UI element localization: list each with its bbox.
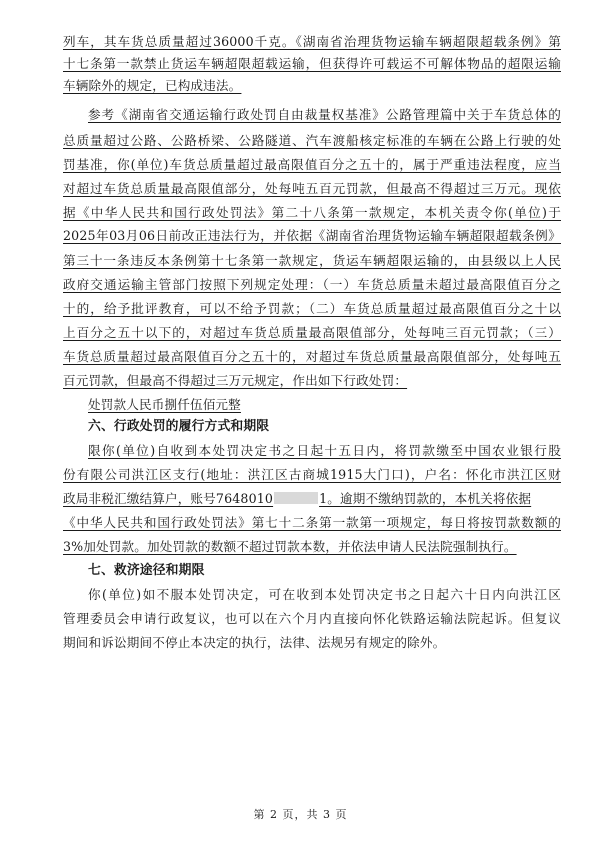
body-line: 份有限公司洪江区支行(地址：洪江区古商城1915大门口)，户名：怀化市洪江区财 <box>63 467 561 482</box>
account-line <box>63 490 561 508</box>
body-line: 政府交通运输主管部门按照下列规定处理：（一）车货总质量未超过最高限值百分之 <box>63 277 561 292</box>
body-line: 十的，给予批评教育，可以不给予罚款；（二）车货总质量超过最高限值百分之十以 <box>63 301 561 316</box>
page-number-footer: 第 2 页，共 3 页 <box>253 808 348 821</box>
body-line: 2025年03月06日前改正违法行为，并依据《湖南省治理货物运输车辆超限超载条例》 <box>63 228 561 243</box>
body-line: 罚基准，你(单位)车货总质量超过最高限值百分之五十的，属于严重违法程度，应当 <box>63 157 561 172</box>
account-text-start: 政局非税汇缴结算户，账号7648010 <box>63 491 274 506</box>
body-line: 第三十一条违反本条例第十七条第一款规定，货运车辆超限运输的，由县级以上人民 <box>63 253 561 268</box>
redacted-account-digits <box>274 492 318 504</box>
body-line: 参考《湖南省交通运输行政处罚自由裁量权基准》公路管理篇中关于车货总体的 <box>88 107 561 122</box>
body-line: 对超过车货总质量最高限值部分，处每吨五百元罚款，但最高不得超过三万元。现依 <box>63 181 561 196</box>
body-line: 总质量超过公路、公路桥梁、公路隧道、汽车渡船核定标准的车辆在公路上行驶的处 <box>63 133 561 148</box>
body-line: 据《中华人民共和国行政处罚法》第二十八条第一款规定，本机关责令你(单位)于 <box>63 205 561 220</box>
penalty-amount: 处罚款人民币捌仟伍佰元整 <box>88 397 241 412</box>
body-line: 百元罚款，但最高不得超过三万元规定，作出如下行政处罚： <box>63 373 408 388</box>
body-line: 《中华人民共和国行政处罚法》第七十二条第一款第一项规定，每日将按罚款数额的 <box>63 515 561 530</box>
body-line: 列车，其车货总质量超过36000千克。《湖南省治理货物运输车辆超限超载条例》第 <box>63 34 561 49</box>
section-heading-7: 七、救济途径和期限 <box>88 563 205 578</box>
body-line: 十七条第一款禁止货运车辆超限超载运输，但获得许可载运不可解体物品的超限运输 <box>63 56 561 71</box>
body-line: 限你(单位)自收到本处罚决定书之日起十五日内，将罚款缴至中国农业银行股 <box>88 443 561 458</box>
body-line: 车货总质量超过最高限值百分之五十的，对超过车货总质量最高限值部分，处每吨五 <box>63 349 561 364</box>
account-text-end: 1。逾期不缴纳罚款的，本机关将依据 <box>319 491 532 506</box>
body-line: 期间和诉讼期间不停止本决定的执行，法律、法规另有规定的除外。 <box>63 635 446 650</box>
section-heading-6: 六、行政处罚的履行方式和期限 <box>88 419 270 434</box>
body-line: 车辆除外的规定，已构成违法。 <box>63 78 242 93</box>
body-line: 管理委员会申请行政复议，也可以在六个月内直接向怀化铁路运输法院起诉。但复议 <box>63 611 561 626</box>
body-line: 3%加处罚款。加处罚款的数额不超过罚款本数，并依法申请人民法院强制执行。 <box>63 539 517 554</box>
body-line: 你(单位)如不服本处罚决定，可在收到本处罚决定书之日起六十日内向洪江区 <box>88 587 561 602</box>
body-line: 上百分之五十以下的，对超过车货总质量最高限值部分，处每吨三百元罚款；（三） <box>63 325 561 340</box>
